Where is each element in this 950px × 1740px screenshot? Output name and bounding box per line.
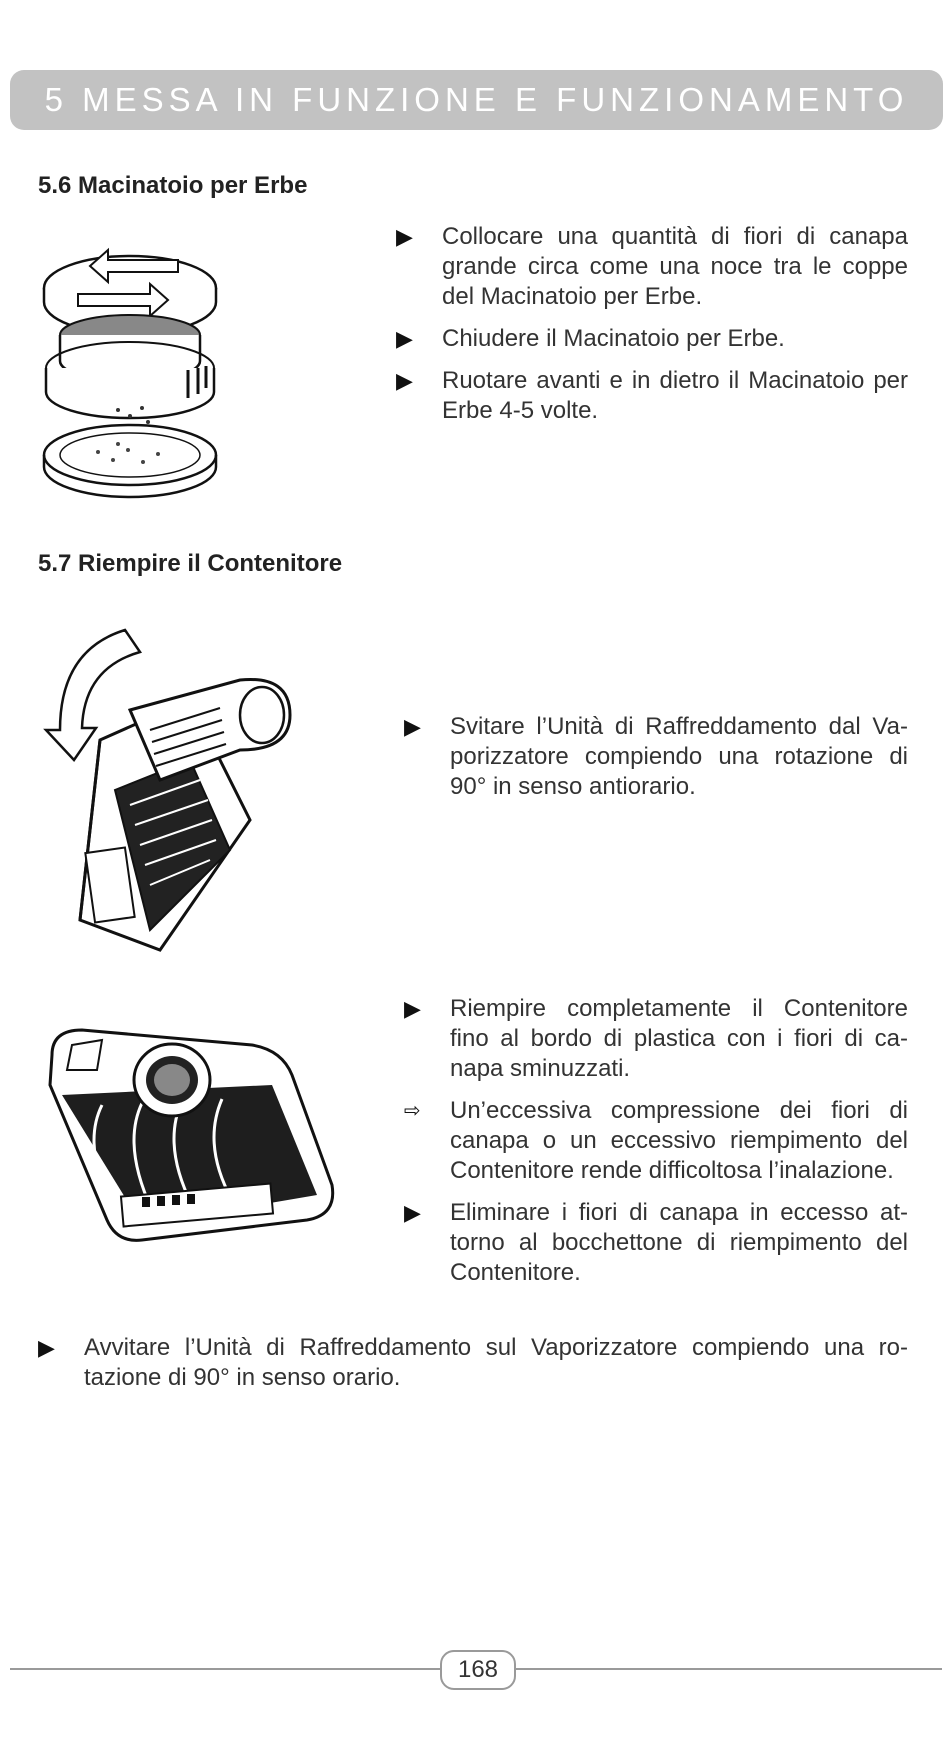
footer-rule-left xyxy=(10,1668,440,1670)
step-item xyxy=(396,324,908,354)
triangle-bullet-icon: ▶ xyxy=(404,996,421,1021)
vaporizer-filling-chamber-illustration xyxy=(42,1025,342,1250)
step-text: Un’eccessiva compressione dei fiori di canapa o un eccessivo riempimento del Contenitore rende difficoltosa l’inalazione. xyxy=(450,1097,908,1184)
triangle-bullet-icon: ▶ xyxy=(38,1335,55,1360)
steps-grinder xyxy=(396,222,908,438)
step-item xyxy=(404,994,908,1084)
steps-final xyxy=(38,1333,908,1405)
steps-unscrew xyxy=(404,712,908,814)
chapter-title: 5 MESSA IN FUNZIONE E FUNZIONAMENTO xyxy=(44,81,909,118)
section-heading-5-7: 5.7 Riempire il Contenitore xyxy=(38,550,343,577)
chapter-header-bar xyxy=(10,70,943,130)
triangle-bullet-icon: ▶ xyxy=(396,368,413,393)
step-item xyxy=(396,222,908,312)
triangle-bullet-icon: ▶ xyxy=(396,224,413,249)
footer-rule-right xyxy=(512,1668,942,1670)
steps-fill xyxy=(404,994,908,1300)
step-text: Collocare una quantità di fiori di canapa grande circa come una noce tra le coppe del Macinatoio per Erbe. xyxy=(442,223,908,310)
step-text: Avvitare l’Unità di Raffreddamento sul Vaporizzatore compiendo una rotazione di 90° in senso orario. xyxy=(84,1334,908,1391)
vaporizer-cooling-unit-rotation-illustration xyxy=(40,620,300,960)
triangle-bullet-icon: ▶ xyxy=(396,326,413,351)
step-text: Svitare l’Unità di Raffreddamento dal Vaporizzatore compiendo una rotazione di 90° in senso antiorario. xyxy=(450,713,908,800)
step-text: Ruotare avanti e in dietro il Macinatoio per Erbe 4-5 volte. xyxy=(442,367,908,424)
step-item xyxy=(404,1096,908,1186)
herb-grinder-illustration xyxy=(38,230,228,505)
step-text: Chiudere il Macinatoio per Erbe. xyxy=(442,325,785,352)
triangle-bullet-icon: ▶ xyxy=(404,1200,421,1225)
triangle-bullet-icon: ▶ xyxy=(404,714,421,739)
page-number: 168 xyxy=(440,1650,516,1690)
hollow-arrow-bullet-icon: ⇨ xyxy=(404,1100,421,1122)
step-item xyxy=(404,712,908,802)
step-item xyxy=(38,1333,908,1393)
step-item xyxy=(404,1198,908,1288)
step-text: Eliminare i fiori di canapa in eccesso attorno al bocchettone di riempimento del Contenitore. xyxy=(450,1199,908,1286)
step-text: Riempire completamente il Contenitore fino al bordo di plastica con i fiori di canapa sminuzzati. xyxy=(450,995,908,1082)
step-item xyxy=(396,366,908,426)
section-heading-5-6: 5.6 Macinatoio per Erbe xyxy=(38,172,308,199)
